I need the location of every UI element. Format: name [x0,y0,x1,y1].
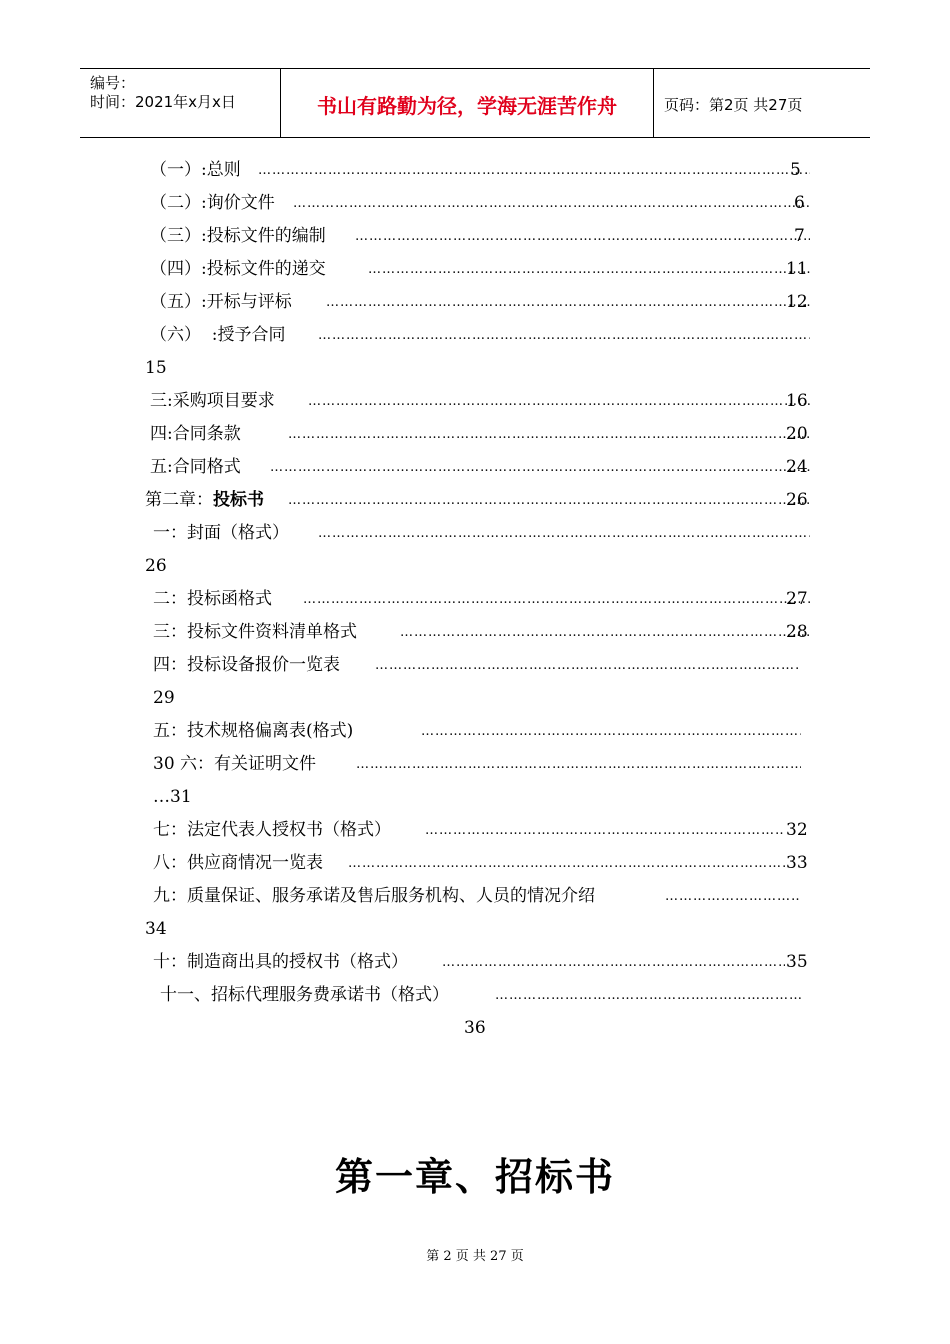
toc-leader-dots [348,851,785,875]
toc-entry[interactable] [153,620,810,644]
toc-entry-label: （四）:投标文件的递交 [150,259,326,279]
toc-entry-label: 五:合同格式 [150,457,241,477]
toc-entry-label: 二：投标函格式 [153,589,272,609]
toc-entry-page: 20 [786,424,808,444]
toc-entry-page: 6 [794,193,805,213]
toc-leader-dots [368,257,810,281]
toc-entry-label: （三）:投标文件的编制 [150,226,326,246]
toc-entry[interactable] [153,851,810,875]
toc-entry-label: 30 六：有关证明文件 [153,754,317,774]
toc-entry[interactable] [153,653,810,677]
toc-entry-page: 26 [786,490,808,510]
toc-entry-page: 11 [786,259,808,279]
toc-entry[interactable] [160,983,810,1007]
toc-leader-dots [375,653,800,677]
header-page-info: 页码：第2页 共27页 [664,96,803,114]
toc-entry[interactable] [153,950,810,974]
toc-leader-dots [258,158,810,182]
toc-entry-page: 35 [786,952,808,972]
toc-entry-label: 七：法定代表人授权书（格式） [153,820,391,840]
toc-entry[interactable] [153,587,810,611]
toc-entry-page: 28 [786,622,808,642]
toc-entry-label: 十：制造商出具的授权书（格式） [153,952,408,972]
toc-entry-label: 九：质量保证、服务承诺及售后服务机构、人员的情况介绍 [153,886,595,906]
toc-entry-page: 33 [786,853,808,873]
toc-leader-dots [425,818,785,842]
toc-leader-dots [355,224,810,248]
toc-entry-page: …31 [153,787,192,807]
toc-entry[interactable] [153,884,810,908]
toc-leader-dots [356,752,801,776]
toc-entry-page: 29 [153,688,175,708]
toc-leader-dots [442,950,785,974]
header-middle-cell [281,69,654,137]
toc-leader-dots [270,455,810,479]
toc-entry-label: （五）:开标与评标 [150,292,292,312]
toc-leader-dots [303,587,810,611]
toc-entry-page: 24 [786,457,808,477]
toc-entry-label: （二）:询价文件 [150,193,275,213]
header-right-cell [654,69,870,137]
chapter-title: 第一章、招标书 [334,1154,615,1199]
toc-entry-label: 四:合同条款 [150,424,241,444]
toc-leader-dots [308,389,810,413]
toc-entry-page: 27 [786,589,808,609]
toc-leader-dots [400,620,810,644]
toc-leader-dots [288,488,810,512]
toc-entry[interactable] [150,389,810,413]
toc-leader-dots [318,521,810,545]
toc-entry[interactable] [145,488,810,512]
toc-leader-dots [326,290,810,314]
header-left-cell [80,69,281,137]
toc-entry-page: 12 [786,292,808,312]
toc-entry-label: 第二章： [145,490,213,510]
toc-leader-dots [665,884,801,908]
toc-entry[interactable] [150,158,810,182]
toc-entry[interactable] [150,422,810,446]
toc-entry-label-bold: 投标书 [213,490,264,510]
header-motto: 书山有路勤为径，学海无涯苦作舟 [317,94,617,118]
toc-entry[interactable] [150,224,810,248]
toc-entry[interactable] [150,455,810,479]
toc-entry-label: 四：投标设备报价一览表 [153,655,340,675]
toc-entry[interactable] [150,257,810,281]
toc-entry[interactable] [153,719,810,743]
toc-entry-label: 八：供应商情况一览表 [153,853,323,873]
toc-entry-label: （六） :授予合同 [150,325,286,345]
toc-entry[interactable] [150,191,810,215]
toc-entry-label: 三：投标文件资料清单格式 [153,622,357,642]
page-footer: 第 2 页 共 27 页 [426,1249,524,1264]
toc-entry-page: 32 [786,820,808,840]
toc-leader-dots [293,191,810,215]
toc-entry-page: 26 [145,556,167,576]
toc-entry-label: 五：技术规格偏离表(格式) [153,721,354,741]
toc-entry-page: 16 [786,391,808,411]
toc-entry[interactable] [150,290,810,314]
toc-entry[interactable] [153,752,810,776]
toc-leader-dots [318,323,810,347]
toc-entry-label: 十一、招标代理服务费承诺书（格式） [160,985,449,1005]
toc-entry-page: 5 [790,160,801,180]
document-time-label: 时间：2021年x月x日 [90,93,236,111]
toc-entry-page: 15 [145,358,167,378]
page-header [80,68,870,138]
toc-entry-page: 34 [145,919,167,939]
toc-leader-dots [421,719,801,743]
toc-leader-dots [288,422,810,446]
toc-entry-page: 7 [794,226,805,246]
toc-entry[interactable] [153,521,810,545]
toc-leader-dots [495,983,801,1007]
document-number-label: 编号： [90,74,136,92]
toc-entry-page: 36 [464,1018,486,1038]
toc-entry[interactable] [150,323,810,347]
toc-entry-label: 一：封面（格式） [153,523,289,543]
toc-entry-label: 三:采购项目要求 [150,391,275,411]
toc-entry[interactable] [153,818,810,842]
toc-entry-label: （一）:总则 [150,160,241,180]
